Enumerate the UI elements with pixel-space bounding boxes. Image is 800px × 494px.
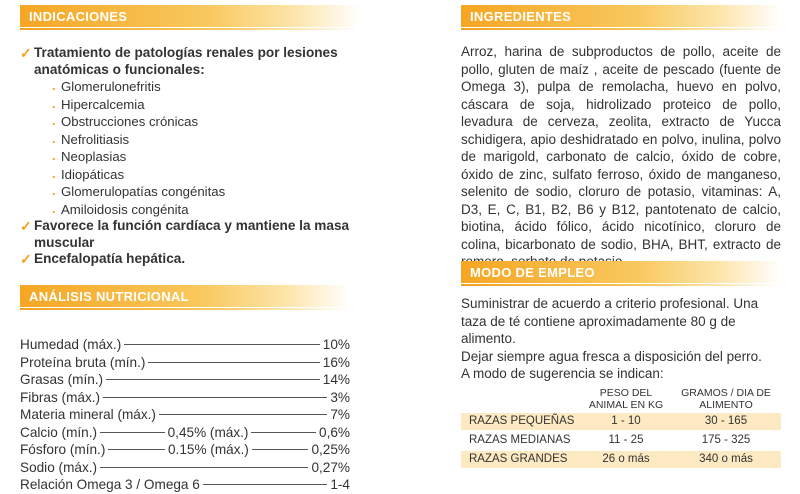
bullet-dot-icon: . [52, 148, 56, 163]
analisis-row [20, 371, 350, 389]
leader-line [100, 432, 165, 433]
leader-line [103, 397, 327, 398]
indicacion-text: Tratamiento de patologías renales por lesiones anatómicas o funcionales: [34, 45, 338, 77]
analisis-label: Sodio (máx.) [20, 459, 98, 475]
sub-item-label: Idiopáticas [61, 166, 125, 182]
header-spacer [461, 387, 581, 411]
leader-line [252, 449, 309, 450]
ingredientes-text: Arroz, harina de subproductos de pollo, aceite de pollo, gluten de maíz , aceite de pescado (fuente de Omega 3), pulpa de remolacha, huevo en polvo, cáscara de soja, hidrolizado proteico de pollo, levadura de cerveza, zeolita, extracto de Yucca schidigera, apio deshidratado en polvo, inulina, polvo de marigold, carbonato de calcio, óxido de cobre, óxido de zinc, sulfato ferroso, óxido de manganeso, selenito de sodio, cloruro de potasio, vitaminas: A, D3, E, C, B1, B2, B6 y B12, pantotenato de calcio, biotina, ácido fólico, ácido nicotínico, cloruro de colina, bicarbonato de sodio, BHA, BHT, extracto de [461, 44, 781, 252]
raza-cell: RAZAS GRANDES [469, 452, 568, 465]
peso-cell: 26 o más [602, 452, 650, 465]
dosage-table-row [461, 432, 781, 449]
analisis-section [20, 285, 350, 494]
gramos-cell: 30 - 165 [704, 414, 748, 427]
analisis-row [20, 389, 350, 407]
checkmark-icon: ✓ [20, 218, 32, 234]
raza-cell: RAZAS MEDIANAS [469, 433, 571, 446]
analisis-value: 0,25% [311, 442, 350, 457]
analisis-header: ANÁLISIS NUTRICIONAL [20, 285, 350, 307]
sub-item [52, 183, 360, 201]
ingredientes-section [461, 5, 781, 271]
sub-item-label: Nefrolitiasis [61, 131, 130, 147]
sub-item [52, 113, 360, 131]
analisis-label: Fósforo (mín.) [20, 442, 106, 457]
analisis-value: 0,6% [319, 424, 350, 440]
sub-item [52, 148, 360, 166]
analisis-mid-value: 0.15% (máx.) [167, 442, 249, 457]
sub-item-label: Glomerulonefritis [61, 79, 161, 94]
analisis-label: Humedad (máx.) [20, 337, 122, 352]
analisis-value: 10% [322, 337, 350, 352]
raza-cell: RAZAS PEQUEÑAS [469, 414, 575, 427]
analisis-label: Proteína bruta (mín.) [20, 354, 146, 370]
analisis-row [20, 476, 350, 494]
analisis-label: Calcio (mín.) [20, 424, 98, 440]
indicaciones-section [20, 5, 360, 268]
analisis-row [20, 406, 350, 424]
analisis-label: Materia mineral (máx.) [20, 407, 156, 422]
modo-line: Suministrar de acuerdo a criterio profesional. Una taza de té contiene aproximadamente 80 g de alimento. [461, 296, 759, 346]
sub-item-label: Obstrucciones crónicas [61, 114, 199, 129]
sub-item [52, 131, 360, 149]
checkmark-icon: ✓ [20, 251, 32, 267]
indicacion-item [20, 251, 360, 268]
indicacion-text: Favorece la función cardíaca y mantiene la masa muscular [34, 218, 350, 250]
sub-item-label: Neoplasias [61, 149, 127, 164]
bullet-dot-icon: . [52, 78, 56, 93]
leader-line [203, 484, 328, 485]
analisis-value: 3% [330, 389, 350, 405]
sub-item-label: Amiloidosis congénita [61, 201, 189, 217]
dosage-table-header [461, 387, 781, 411]
analisis-table [20, 336, 350, 494]
analisis-row [20, 424, 350, 442]
bullet-dot-icon: . [52, 113, 56, 128]
sub-item [52, 166, 360, 184]
header-peso: PESO DEL ANIMAL EN KG [588, 386, 664, 411]
dosage-table-row [461, 413, 781, 430]
indicacion-text: Encefalopatía hepática. [34, 251, 186, 266]
peso-cell: 11 - 25 [608, 433, 644, 446]
analisis-label: Relación Omega 3 / Omega 6 [20, 477, 200, 492]
header-gramos: GRAMOS / DIA DE ALIMENTO [681, 386, 771, 411]
modo-empleo-text [461, 295, 781, 383]
indicaciones-list [20, 45, 360, 268]
bullet-dot-icon: . [52, 183, 56, 198]
analisis-mid-value: 0,45% (máx.) [167, 424, 249, 440]
analisis-row [20, 354, 350, 372]
ingredientes-header: INGREDIENTES [461, 5, 781, 27]
analisis-value: 1-4 [330, 477, 350, 492]
analisis-row [20, 459, 350, 477]
sub-item-label: Glomerulopatías congénitas [61, 184, 226, 199]
sub-item [52, 96, 360, 114]
analisis-label: Fibras (máx.) [20, 389, 101, 405]
bullet-dot-icon: . [52, 95, 56, 111]
leader-line [159, 414, 327, 415]
analisis-row [20, 441, 350, 459]
modo-empleo-section [461, 261, 781, 468]
dosage-table-row [461, 451, 781, 468]
analisis-value: 0,27% [311, 459, 350, 475]
analisis-row [20, 336, 350, 354]
bullet-dot-icon: . [52, 130, 56, 146]
modo-empleo-header: MODO DE EMPLEO [461, 261, 781, 283]
peso-cell: 1 - 10 [611, 414, 641, 427]
analisis-value: 16% [322, 354, 350, 370]
sub-item-label: Hipercalcemia [61, 96, 145, 112]
indicacion-item [20, 45, 360, 218]
bullet-dot-icon: . [52, 165, 56, 181]
gramos-cell: 175 - 325 [701, 433, 751, 446]
indicacion-item [20, 218, 360, 251]
checkmark-icon: ✓ [20, 45, 32, 61]
modo-line: Dejar siempre agua fresca a disposición del perro. [461, 348, 762, 364]
sub-item [52, 201, 360, 219]
indicaciones-header: INDICACIONES [20, 5, 360, 27]
leader-line [251, 432, 316, 433]
leader-line [106, 379, 320, 380]
leader-line [148, 362, 319, 363]
gramos-cell: 340 o más [699, 452, 753, 465]
indicacion-sub-list [52, 78, 360, 218]
analisis-value: 7% [330, 407, 350, 422]
bullet-dot-icon: . [52, 200, 56, 216]
modo-line: A modo de sugerencia se indican: [461, 366, 664, 381]
leader-line [124, 344, 320, 345]
analisis-label: Grasas (mín.) [20, 372, 104, 387]
leader-line [100, 467, 308, 468]
analisis-value: 14% [322, 372, 350, 387]
leader-line [108, 449, 165, 450]
sub-item [52, 78, 360, 96]
